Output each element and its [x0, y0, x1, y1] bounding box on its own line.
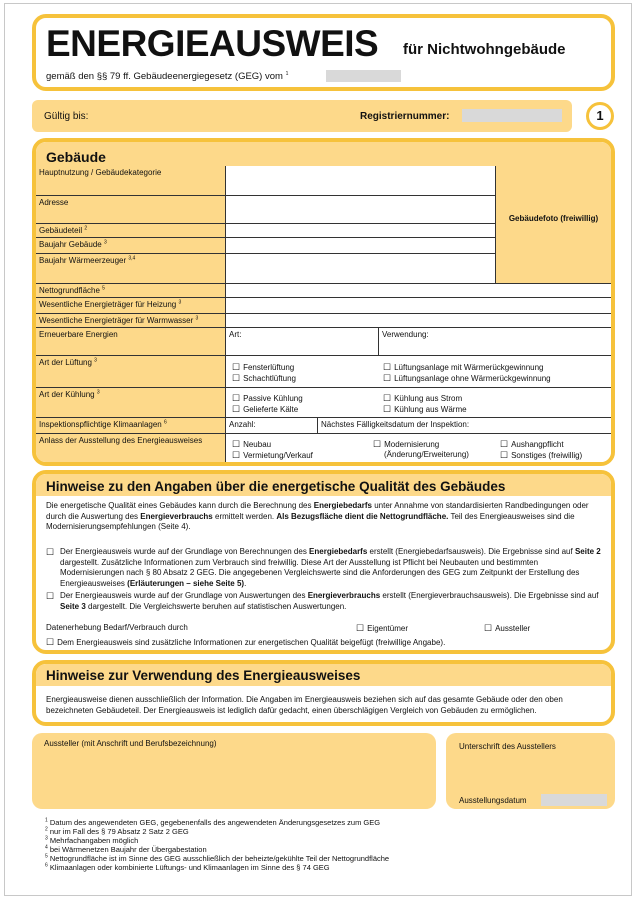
- usage-notes-text: Energieausweise dienen ausschließlich der Information. Die Angaben im Energieausweis beziehen sich auf das gesamte Gebäude oder den oben bezeichneten Gebäudeteil. Der Energieausweis ist lediglich dafür gedacht, einen überschlägigen Vergleich von Gebäuden zu ermöglichen.: [46, 695, 563, 715]
- page-number-badge: 1: [586, 102, 614, 130]
- demand-check-box[interactable]: ☐: [46, 547, 55, 557]
- survey-label: Datenerhebung Bedarf/Verbrauch durch: [46, 623, 188, 632]
- row-main-usage: Hauptnutzung / Gebäudekategorie: [36, 166, 226, 196]
- check-cooling-heat[interactable]: ☐ Kühlung aus Wärme: [383, 404, 467, 415]
- row-cooling: Art der Kühlung $^3$: [36, 388, 226, 418]
- check-posting-duty[interactable]: ☐ Aushangpflicht: [500, 439, 564, 450]
- check-shaft-vent[interactable]: ☐ Schachtlüftung: [232, 373, 296, 384]
- quality-notes-intro: Die energetische Qualität eines Gebäudes kann durch die Berechnung des Energiebedarfs unter Annahme von standardisierten Randbedingungen oder durch die Auswertung des Energieverbrauchs ermittelt werden. Als Bezugsfläche dient die Nettogrundfläche. Teil des Energieausweises sind die Modernisierungsempfehlungen (Seite 4).: [46, 501, 589, 531]
- usage-notes-title: Hinweise zur Verwendung des Energieausweises: [46, 668, 361, 683]
- consumption-check-box[interactable]: ☐: [46, 591, 55, 601]
- consumption-certificate-text: Der Energieausweis wurde auf der Grundlage von Auswertungen des Energieverbrauchs erstellt (Energieverbrauchsausweis). Die Ergebnisse sind auf Seite 3 dargestellt. Die Vergleichswerte beruhen auf statistischen Auswertungen.: [60, 591, 599, 611]
- row-water-carrier: Wesentliche Energieträger für Warmwasser $^3$: [36, 314, 226, 328]
- issue-date-label: Ausstellungsdatum: [459, 796, 527, 805]
- check-issuer[interactable]: ☐ Aussteller: [484, 623, 530, 634]
- field-inspection-date[interactable]: Nächstes Fälligkeitsdatum der Inspektion:: [318, 418, 611, 434]
- reason-options: [226, 434, 611, 466]
- building-section: [32, 138, 615, 466]
- field-address[interactable]: [226, 196, 496, 224]
- row-reason: Anlass der Ausstellung des Energieausweises: [36, 434, 226, 466]
- field-heating-carrier[interactable]: [226, 298, 611, 314]
- check-cooling-power[interactable]: ☐ Kühlung aus Strom: [383, 393, 462, 404]
- law-date-field[interactable]: [326, 70, 401, 82]
- row-building-part: Gebäudeteil $^2$: [36, 224, 226, 238]
- page-title: ENERGIEAUSWEIS: [46, 23, 379, 64]
- energy-certificate-page: [4, 3, 632, 896]
- field-main-usage[interactable]: [226, 166, 496, 196]
- row-heating-carrier: Wesentliche Energieträger für Heizung $^3$: [36, 298, 226, 314]
- signature-box[interactable]: [446, 733, 615, 809]
- registration-field[interactable]: [462, 109, 562, 122]
- issuer-box[interactable]: [32, 733, 436, 809]
- check-other[interactable]: ☐ Sonstiges (freiwillig): [500, 450, 582, 461]
- demand-certificate-text: Der Energieausweis wurde auf der Grundlage von Berechnungen des Energiebedarfs erstellt (Energiebedarfsausweis). Die Ergebnisse sind auf Seite 2 dargestellt. Zusätzliche Informationen zum Verbrauch sind freiwillig. Diese Art der Ausstellung ist Pflicht bei Neubauten und bestimmten Modernisierungen nach § 80 Absatz 2 GEG. Die angegebenen Vergleichswerte sind die Anforderungen des GEG zum Zeitpunkt der Erstellung des Energieausweises (Erläuterungen – siehe Seite 5).: [60, 547, 601, 588]
- building-header: [36, 142, 611, 168]
- check-additional-info[interactable]: ☐ Dem Energieausweis sind zusätzliche Informationen zur energetischen Qualität beigefügt (freiwillige Angabe).: [46, 637, 445, 648]
- row-year-built: Baujahr Gebäude $^3$: [36, 238, 226, 254]
- check-delivered-cold[interactable]: ☐ Gelieferte Kälte: [232, 404, 298, 415]
- footnote: $^4$ bei Wärmenetzen Baujahr der Übergabestation: [45, 844, 207, 854]
- check-new-build[interactable]: ☐ Neubau: [232, 439, 271, 450]
- field-water-carrier[interactable]: [226, 314, 611, 328]
- field-renewables-use[interactable]: Verwendung:: [379, 328, 611, 356]
- field-building-part[interactable]: [226, 224, 496, 238]
- field-ac-count[interactable]: Anzahl:: [226, 418, 318, 434]
- footnote: $^6$ Klimaanlagen oder kombinierte Lüftungs- und Klimaanlagen im Sinne des § 74 GEG: [45, 862, 330, 872]
- validity-bar: [32, 100, 572, 132]
- check-owner[interactable]: ☐ Eigentümer: [356, 623, 408, 634]
- row-address: Adresse: [36, 196, 226, 224]
- ventilation-options: [226, 356, 611, 388]
- valid-until-label: Gültig bis:: [44, 111, 89, 122]
- check-vent-no-recovery[interactable]: ☐ Lüftungsanlage ohne Wärmerückgewinnung: [383, 373, 551, 384]
- footnote: $^3$ Mehrfachangaben möglich: [45, 835, 139, 845]
- check-vent-recovery[interactable]: ☐ Lüftungsanlage mit Wärmerückgewinnung: [383, 362, 544, 373]
- footnotes: [45, 818, 605, 872]
- row-net-area: Nettogrundfläche $^5$: [36, 284, 226, 298]
- signature-label: Unterschrift des Ausstellers: [459, 742, 556, 751]
- footnote: $^5$ Nettogrundfläche ist im Sinne des GEG ausschließlich der beheizte/gekühlte Teil der Nettogrundfläche: [45, 853, 390, 863]
- field-year-built[interactable]: [226, 238, 496, 254]
- photo-area[interactable]: Gebäudefoto (freiwillig): [496, 166, 611, 284]
- check-modernisation[interactable]: ☐ Modernisierung: [373, 439, 439, 450]
- row-year-heater: Baujahr Wärmeerzeuger $^{3,4}$: [36, 254, 226, 284]
- quality-notes-title: Hinweise zu den Angaben über die energetische Qualität des Gebäudes: [46, 479, 506, 494]
- footnote: $^2$ nur im Fall des § 79 Absatz 2 Satz 2 GEG: [45, 826, 189, 836]
- footnote: $^1$ Datum des angewendeten GEG, gegebenenfalls des angewendeten Änderungsgesetzes zum GEG: [45, 817, 381, 827]
- row-air-conditioning: Inspektionspflichtige Klimaanlagen $^6$: [36, 418, 226, 434]
- issue-date-field[interactable]: [541, 794, 607, 806]
- check-window-vent[interactable]: ☐ Fensterlüftung: [232, 362, 294, 373]
- usage-notes-section: [32, 660, 615, 726]
- building-title: Gebäude: [46, 149, 106, 165]
- check-passive-cooling[interactable]: ☐ Passive Kühlung: [232, 393, 303, 404]
- row-ventilation: Art der Lüftung $^3$: [36, 356, 226, 388]
- field-renewables-type[interactable]: Art:: [226, 328, 379, 356]
- check-rental-sale[interactable]: ☐ Vermietung/Verkauf: [232, 450, 313, 461]
- field-net-area[interactable]: [226, 284, 611, 298]
- field-year-heater[interactable]: [226, 254, 496, 284]
- law-reference: gemäß den §§ 79 ff. Gebäudeenergiegesetz (GEG) vom $^1$: [46, 70, 289, 82]
- registration-label: Registriernummer:: [360, 111, 450, 122]
- issuer-label: Aussteller (mit Anschrift und Berufsbezeichnung): [44, 739, 217, 748]
- quality-notes-section: [32, 470, 615, 654]
- header-box: [32, 14, 615, 91]
- modernisation-detail: (Änderung/Erweiterung): [384, 450, 469, 459]
- row-renewables: Erneuerbare Energien: [36, 328, 226, 356]
- page-subtitle: für Nichtwohngebäude: [403, 41, 566, 58]
- cooling-options: [226, 388, 611, 418]
